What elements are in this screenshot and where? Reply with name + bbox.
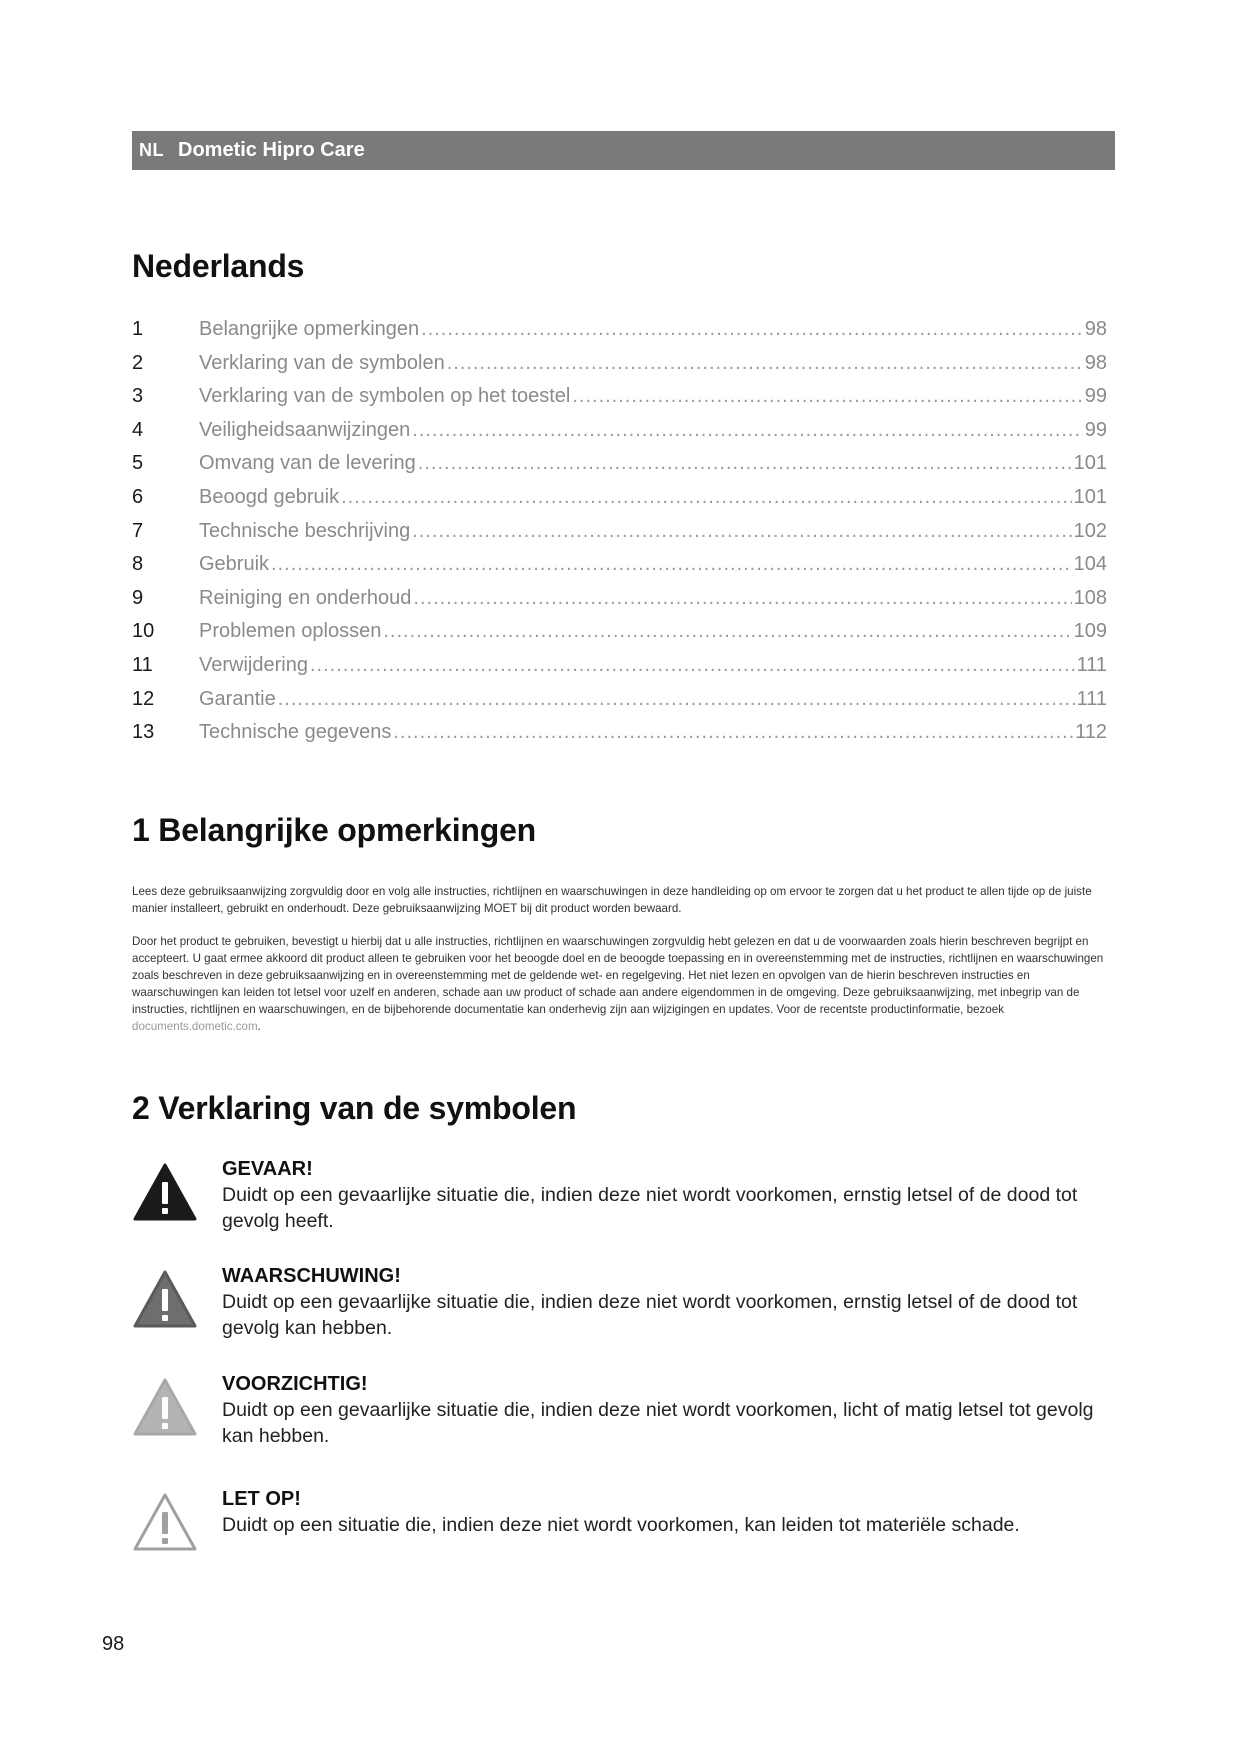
toc-number: 12 [132,687,155,710]
toc-row[interactable] [132,620,1107,654]
danger-warning-triangle-icon [132,1162,198,1222]
warning-triangle-icon [132,1269,198,1329]
toc-number: 3 [132,385,144,408]
toc-leader [278,688,1075,711]
toc-title: Verwijdering [199,653,308,676]
toc-number: 4 [132,418,144,441]
toc-title: Problemen oplossen [199,620,382,643]
toc-leader [383,620,1071,643]
toc-row[interactable] [132,352,1107,386]
toc-row[interactable] [132,553,1107,587]
toc-page: 99 [1084,385,1107,408]
terms-end: . [257,1020,261,1033]
symbol-description: Duidt op een situatie die, indien deze niet wordt voorkomen, kan leiden tot materiële schade. [222,1514,1020,1536]
toc-page: 98 [1084,318,1107,340]
toc-page: 109 [1073,620,1107,643]
toc-leader [412,520,1071,543]
toc-row[interactable] [132,318,1107,352]
toc-title: Technische gegevens [199,721,392,744]
section-heading-1: 1 Belangrijke opmerkingen [132,812,537,848]
notice-triangle-icon [132,1492,198,1552]
toc-title: Technische beschrijving [199,519,411,542]
symbol-description: Duidt op een gevaarlijke situatie die, indien deze niet wordt voorkomen, ernstig letsel of de dood tot gevolg heeft. [222,1184,1078,1232]
toc-leader [310,654,1075,677]
toc-title: Reiniging en onderhoud [199,586,412,609]
toc-page: 111 [1076,687,1107,710]
symbol-label: GEVAAR! [222,1158,313,1180]
toc-title: Belangrijke opmerkingen [199,318,420,340]
toc-row[interactable] [132,452,1107,486]
toc-page: 102 [1073,519,1107,542]
toc-title: Verklaring van de symbolen op het toestel [199,385,571,408]
toc-number: 7 [132,519,144,542]
symbol-label: WAARSCHUWING! [222,1265,401,1287]
product-name: Dometic Hipro Care [178,139,365,161]
toc-number: 8 [132,553,144,576]
caution-triangle-icon [132,1377,198,1437]
toc-leader [341,486,1072,509]
toc-row[interactable] [132,520,1107,554]
page-number: 98 [102,1633,125,1655]
documents-link[interactable]: documents.dometic.com [132,1020,258,1033]
terms-paragraph [132,933,1112,1035]
table-of-contents [132,318,1107,755]
toc-row[interactable] [132,385,1107,419]
toc-page: 99 [1084,418,1107,441]
toc-row[interactable] [132,721,1107,755]
header-bar [132,131,1115,170]
toc-leader [413,587,1071,610]
toc-row[interactable] [132,419,1107,453]
toc-leader [447,352,1083,375]
toc-page: 101 [1073,485,1107,508]
toc-number: 6 [132,485,144,508]
toc-row[interactable] [132,587,1107,621]
toc-page: 111 [1076,653,1107,676]
toc-title: Garantie [199,687,276,710]
toc-leader [412,419,1082,442]
toc-title: Verklaring van de symbolen [199,351,445,374]
symbol-label: LET OP! [222,1488,301,1510]
symbol-label: VOORZICHTIG! [222,1373,368,1395]
toc-row[interactable] [132,688,1107,722]
toc-page: 98 [1084,351,1107,374]
toc-leader [393,721,1073,744]
toc-page: 108 [1073,586,1107,609]
section-heading-2: 2 Verklaring van de symbolen [132,1090,577,1126]
toc-title: Veiligheidsaanwijzingen [199,418,411,441]
toc-number: 11 [132,653,153,676]
toc-leader [421,318,1083,341]
toc-page: 104 [1073,553,1107,576]
toc-row[interactable] [132,654,1107,688]
toc-leader [418,452,1072,475]
toc-number: 5 [132,452,144,475]
toc-page: 101 [1073,452,1107,475]
toc-number: 9 [132,586,144,609]
toc-number: 1 [132,318,144,340]
toc-title: Beoogd gebruik [199,485,340,508]
toc-leader [572,385,1082,408]
toc-number: 2 [132,351,144,374]
toc-row[interactable] [132,486,1107,520]
toc-number: 10 [132,620,155,643]
intro-paragraph: Lees deze gebruiksaanwijzing zorgvuldig door en volg alle instructies, richtlijnen en waarschuwingen in deze handleiding op om ervoor te zorgen dat u het product te allen tijde op de juiste manier installeert, gebruikt en onderhoudt. Deze gebruiksaanwijzing MOET bij dit product worden bewaard. [132,885,1092,915]
toc-title: Omvang van de levering [199,452,416,475]
toc-leader [271,553,1072,576]
toc-number: 13 [132,721,155,744]
symbol-description: Duidt op een gevaarlijke situatie die, indien deze niet wordt voorkomen, licht of matig letsel tot gevolg kan hebben. [222,1399,1094,1447]
toc-title: Gebruik [199,553,270,576]
language-code: NL [139,140,164,160]
symbol-description: Duidt op een gevaarlijke situatie die, indien deze niet wordt voorkomen, ernstig letsel of de dood tot gevolg kan hebben. [222,1291,1078,1339]
terms-text: Door het product te gebruiken, bevestigt u hierbij dat u alle instructies, richtlijnen en waarschuwingen zorgvuldig hebt gelezen en dat u de voorwaarden zoals hierin beschreven begrijpt en accepteert. U gaat ermee akkoord dit product alleen te gebruiken voor het beoogde doel en de beoogde toepassing en in overeenstemming met de instructies, richtlijnen en waarschuwingen zoals beschreven in deze gebruiksaanwijzing en in overeenstemming met de geldende wet- en regelgeving. Het niet lezen en opvolgen van de hierin beschreven instructies en waarschuwingen kan leiden tot letsel voor uzelf en anderen, schade aan uw product of schade aan andere eigendommen in de omgeving. Deze gebruiksaanwijzing, met inbegrip van de instructies, richtlijnen en waarschuwingen, en de bijbehorende documentatie kan onderhevig zijn aan wijzigingen en updates. Voor de recentste productinformatie, bezoek [132,935,1104,1016]
page-title: Nederlands [132,248,305,284]
toc-page: 112 [1075,721,1107,744]
